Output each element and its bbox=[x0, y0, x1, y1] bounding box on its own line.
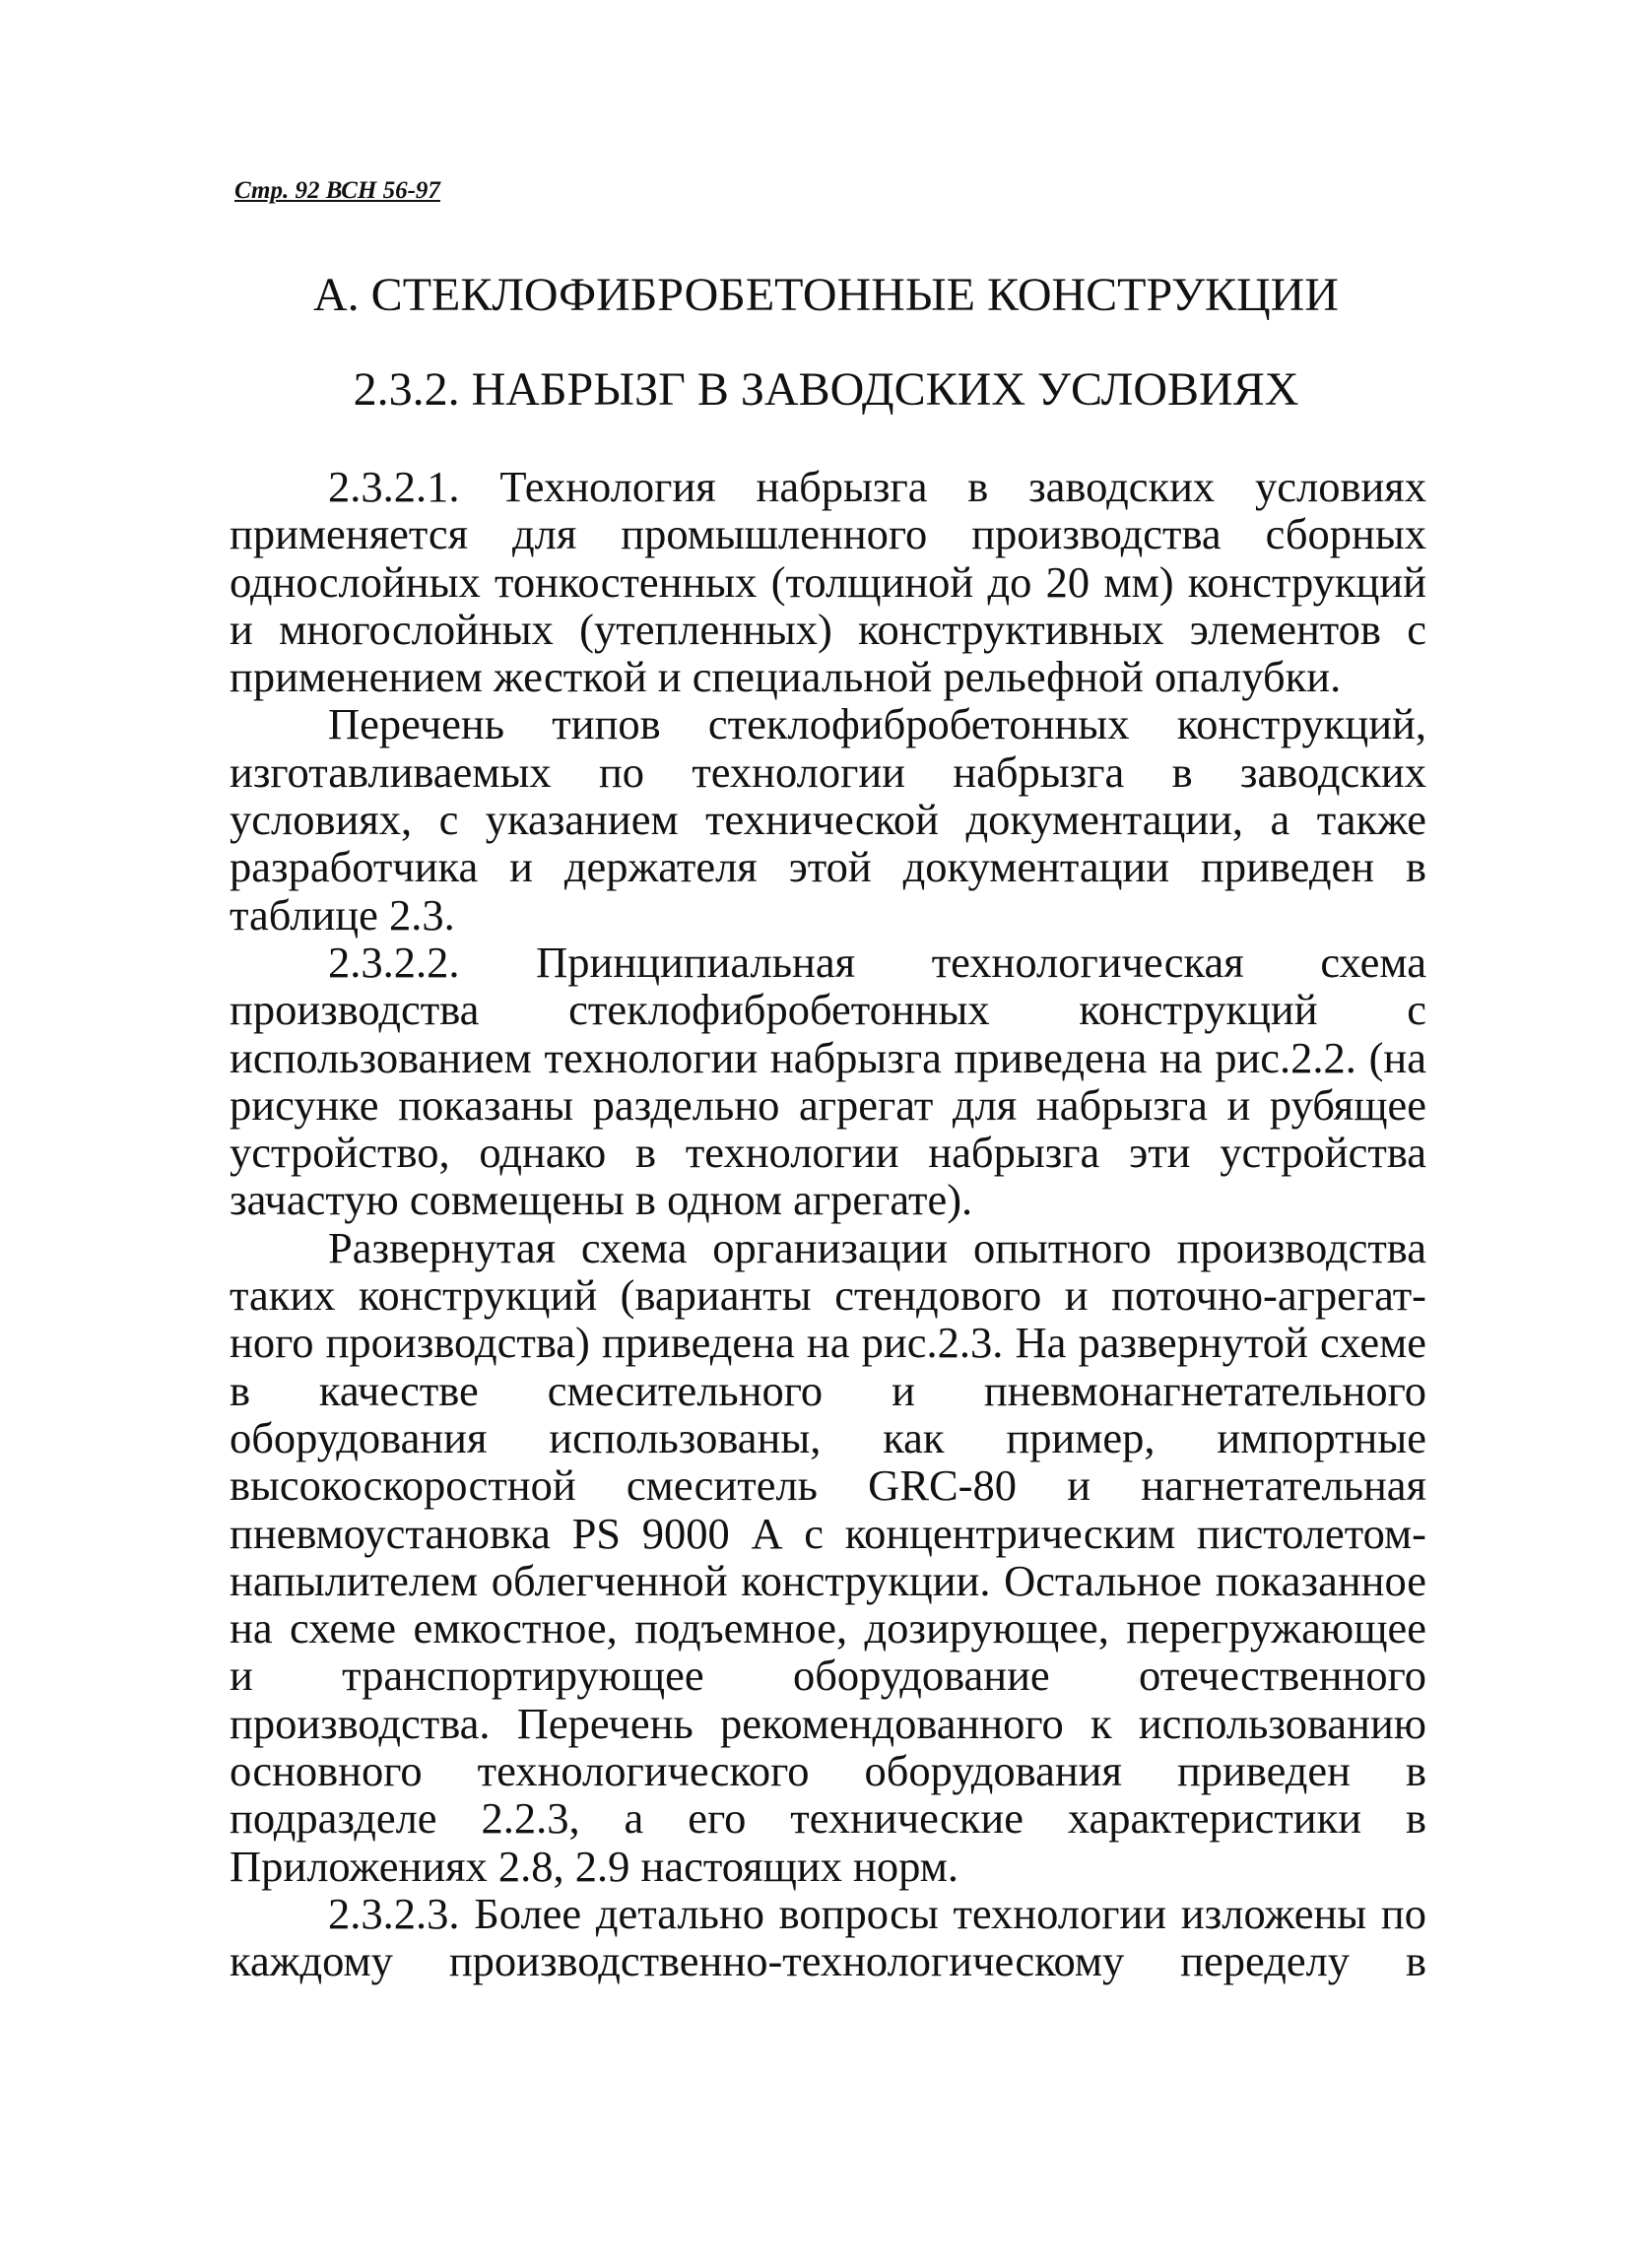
paragraph-2-3-2-1: 2.3.2.1. Технология набрызга в заводских условиях применяется для промышленного производства сборных однослойных тонкостенных (толщиной до 20 мм) конструкций и многослойных (утепленных) конструктивных элементов с применением жесткой и специальной рельефной опалубки. bbox=[230, 462, 1426, 702]
subsection-title: 2.3.2. НАБРЫЗГ В ЗАВОДСКИХ УСЛОВИЯХ bbox=[353, 363, 1299, 416]
paragraph-table-reference: Перечень типов стеклофибробетонных конструкций, изготавливаемых по технологии набрызга в заводских условиях, с указанием технической документации, а также разработчика и держателя этой документации приведен в таблице 2.3. bbox=[230, 699, 1426, 940]
body-text bbox=[230, 463, 1426, 1985]
paragraph-production-scheme: Развернутая схема организации опытного производства таких конструкций (варианты стендового и поточно-агрегатного производства) приведена на рис.2.3. На развернутой схеме в качестве смесительного и пневмонагнетательного оборудования использованы, как пример, импортные высокоскоростной смеситель GRC-80 и нагнетательная пневмоустановка PS 9000 А с концентрическим пистолетом-напылителем облегченной конструкции. Остальное показанное на схеме емкостное, подъемное, дозирующее, перегружающее и транспортирующее оборудование отечественного производства. Перечень рекомендованного к использованию основного технологического оборудования приведен в подразделе 2.2.3, а его технические характеристики в Приложениях 2.8, 2.9 настоящих норм. bbox=[230, 1222, 1426, 1891]
section-title: А. СТЕКЛОФИБРОБЕТОННЫЕ КОНСТРУКЦИИ bbox=[313, 269, 1339, 321]
paragraph-2-3-2-3: 2.3.2.3. Более детально вопросы технологии изложены по каждому производственно-технологическому переделу в bbox=[230, 1888, 1426, 1986]
paragraph-2-3-2-2: 2.3.2.2. Принципиальная технологическая схема производства стеклофибробетонных конструкций с использованием технологии набрызга приведена на рис.2.2. (на рисунке показаны раздельно агрегат для набрызга и рубящее устройство, однако в технологии набрызга эти устройства зачастую совмещены в одном агрегате). bbox=[230, 937, 1426, 1225]
running-header: Стр. 92 ВСН 56-97 bbox=[234, 177, 440, 204]
